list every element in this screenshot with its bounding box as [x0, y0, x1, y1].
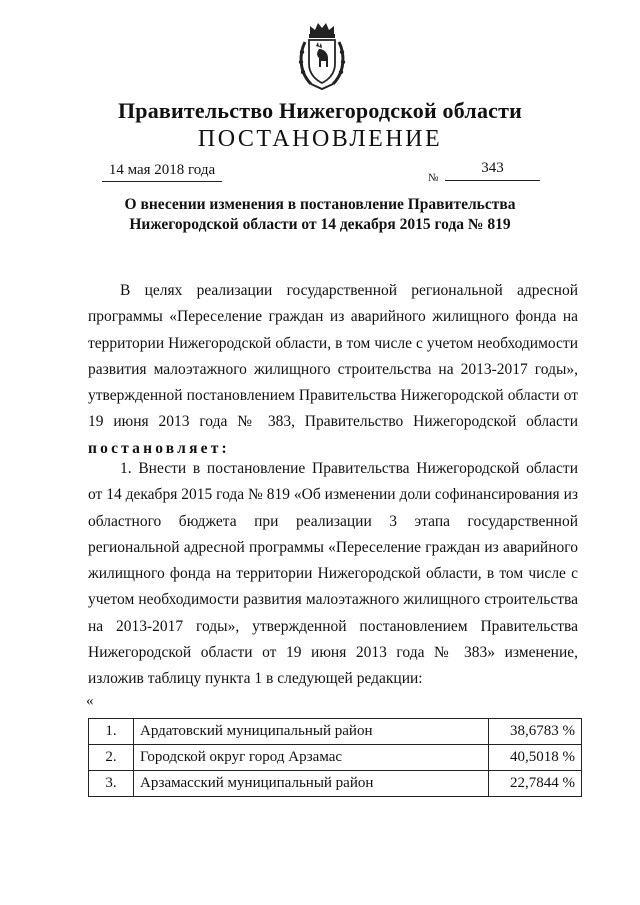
subject-line-2: Нижегородской области от 14 декабря 2015 года № 819 — [129, 216, 511, 233]
resolve-word: постановляет: — [88, 439, 230, 457]
region-share: 40,5018 % — [489, 745, 582, 771]
table-row — [89, 771, 582, 797]
row-number: 1. — [89, 719, 134, 745]
organization-title: Правительство Нижегородской области — [117, 98, 522, 123]
regions-table — [88, 718, 582, 797]
row-number: 3. — [89, 771, 134, 797]
row-number: 2. — [89, 745, 134, 771]
region-share: 38,6783 % — [489, 719, 582, 745]
number-label: № — [428, 172, 439, 184]
item-1-paragraph: 1. Внести в постановление Правительства Нижегородской области от 14 декабря 2015 года № 819 «Об изменении доли софинансирования из областного бюджета при реализации 3 этапа государственной региональной адресной программы «Переселение граждан из аварийного жилищного фонда на территории Нижегородской области, в том числе с учетом необходимости развития малоэтажного жилищного строительства на 2013-2017 годы», утвержденной постановлением Правительства Нижегородской области от 19 июня 2013 года № 383» изменение, изложив таблицу пункта 1 в следующей редакции: — [88, 460, 578, 688]
table-row — [89, 745, 582, 771]
open-quote: « — [86, 693, 94, 709]
document-number: 343 — [445, 160, 540, 181]
region-name: Арзамасский муниципальный район — [134, 771, 489, 797]
region-name: Ардатовский муниципальный район — [134, 719, 489, 745]
preamble-paragraph — [88, 278, 578, 462]
coat-of-arms-icon — [297, 20, 347, 92]
region-name: Городской округ город Арзамас — [134, 745, 489, 771]
subject-line-1: О внесении изменения в постановление Правительства — [124, 196, 516, 213]
table-row — [89, 719, 582, 745]
preamble-text: В целях реализации государственной региональной адресной программы «Переселение граждан из аварийного жилищного фонда на территории Нижегородской области, в том числе с учетом необходимости развития малоэтажного жилищного строительства на 2013-2017 годы», утвержденной постановлением Правительства Нижегородской области от 19 июня 2013 года № 383, Правительство Нижегородской области — [88, 282, 578, 431]
document-date: 14 мая 2018 года — [102, 162, 222, 182]
document-type: ПОСТАНОВЛЕНИЕ — [197, 126, 443, 152]
region-share: 22,7844 % — [489, 771, 582, 797]
document-subject — [80, 195, 560, 235]
